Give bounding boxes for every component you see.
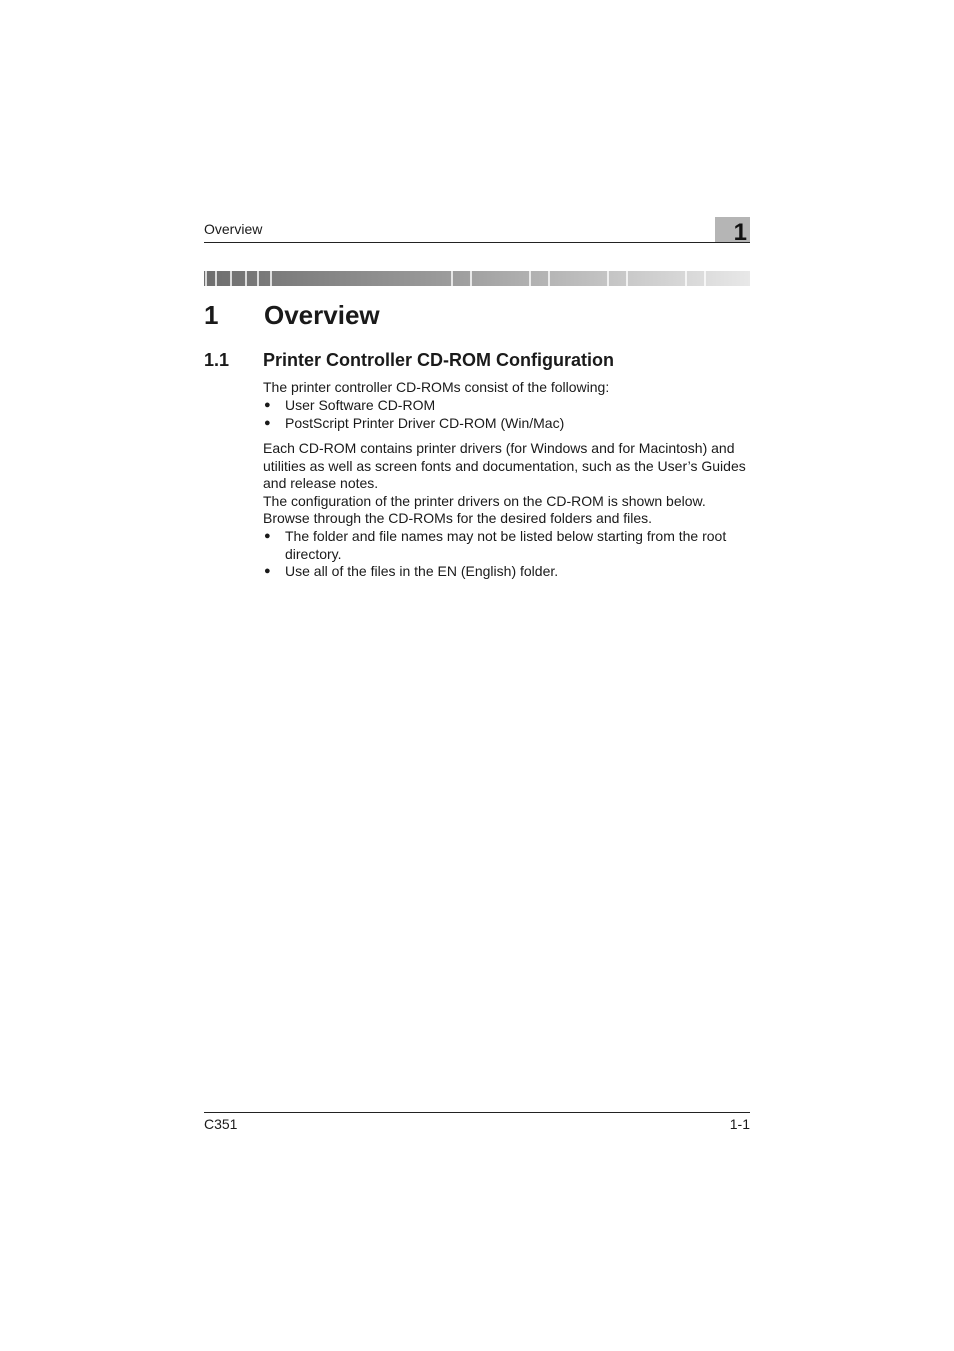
configuration-paragraph: The configuration of the printer drivers on the CD-ROM is shown below. [263,493,706,509]
chapter-number: 1 [204,300,219,330]
footer-page-number: 1-1 [729,1116,750,1132]
list-item [263,397,751,415]
decorative-gradient-bar [204,271,750,286]
running-header-title: Overview [204,221,263,237]
cd-rom-list [263,397,751,432]
list-item-text: Use all of the files in the EN (English) folder. [285,563,559,579]
list-item-text: The folder and file names may not be listed below starting from the root directory. [285,528,727,562]
notes-list [263,528,751,581]
section-heading [204,348,614,372]
contents-paragraph: Each CD-ROM contains printer drivers (for Windows and for Macintosh) and utilities as well as screen fonts and documentation, such as the User’s Guides and release notes. [263,440,746,491]
running-footer [204,1112,750,1135]
list-item [263,528,751,563]
bullet-icon: ● [264,399,271,411]
chapter-tab [715,217,750,246]
list-item [263,415,751,433]
section-number: 1.1 [204,350,230,370]
list-item-text: PostScript Printer Driver CD-ROM (Win/Mac) [285,414,565,431]
chapter-title: Overview [264,300,380,330]
list-item-text: User Software CD-ROM [285,397,436,413]
section-title: Printer Controller CD-ROM Configuration [263,350,614,370]
chapter-tab-number: 1 [733,219,747,246]
intro-paragraph: The printer controller CD-ROMs consist of the following: [263,379,610,395]
bullet-icon: ● [264,416,271,429]
bullet-icon: ● [264,530,271,542]
chapter-heading [204,299,380,331]
browse-paragraph: Browse through the CD-ROMs for the desired folders and files. [263,510,653,526]
list-item [263,563,751,581]
running-header [204,219,750,246]
footer-model: C351 [204,1116,238,1132]
bullet-icon: ● [264,565,271,577]
